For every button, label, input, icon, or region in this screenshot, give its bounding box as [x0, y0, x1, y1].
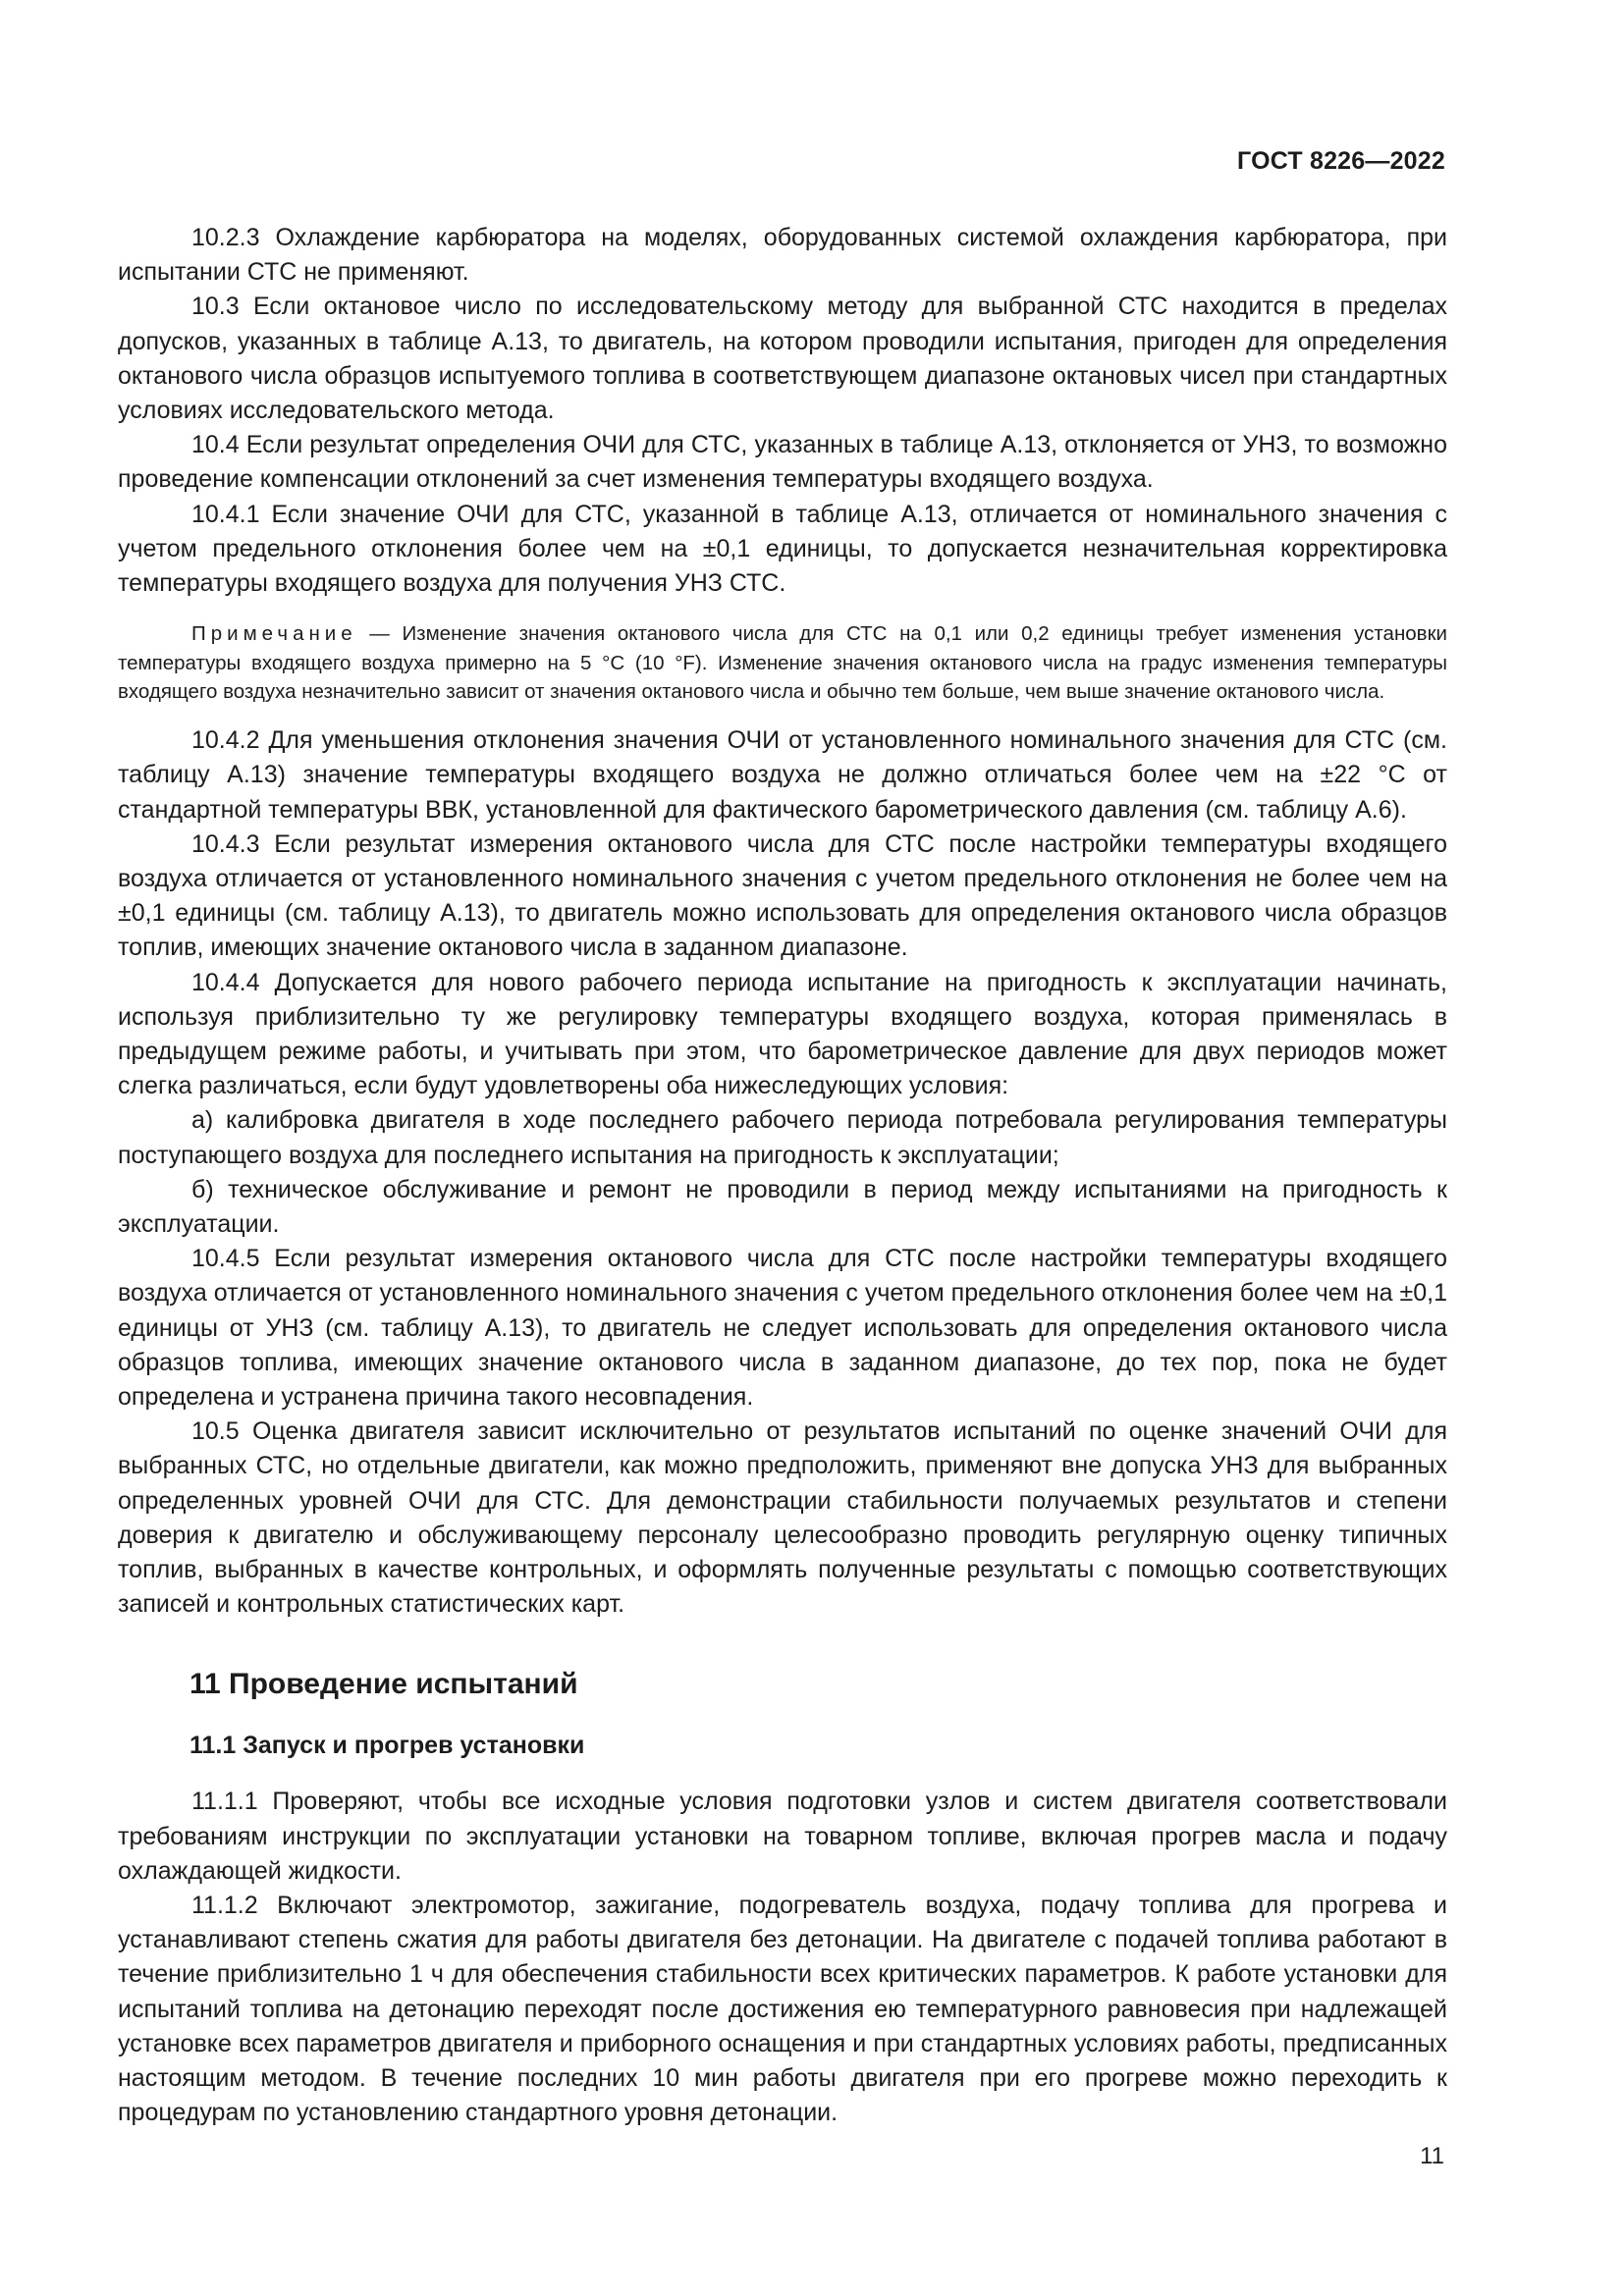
subsection-11-1-heading: 11.1 Запуск и прогрев установки: [189, 1732, 585, 1760]
list-item-a: а) калибровка двигателя в ходе последнего рабочего периода потребовала регулирования температуры поступающего воздуха для последнего испытания на пригодность к эксплуатации;: [118, 1106, 1447, 1169]
paragraph-10-4-4: 10.4.4 Допускается для нового рабочего периода испытание на пригодность к эксплуатации начинать, используя приблизительно ту же регулировку температуры входящего воздуха, которая применялась в предыдущем режиме работы, и учитывать при этом, что барометрическое давление для двух периодов может слегка различаться, если будут удовлетворены оба нижеследующих условия:: [118, 968, 1447, 1100]
paragraph-10-5: 10.5 Оценка двигателя зависит исключительно от результатов испытаний по оценке значений ОЧИ для выбранных СТС, но отдельные двигатели, как можно предположить, применяют вне допуска УНЗ для выбранных определенных уровней ОЧИ для СТС. Для демонстрации стабильности получаемых результатов и степени доверия к двигателю и обслуживающему персоналу целесообразно проводить регулярную оценку типичных топлив, выбранных в качестве контрольных, и оформлять полученные результаты с помощью соответствующих записей и контрольных статистических карт.: [118, 1417, 1447, 1619]
page-content: [118, 221, 1447, 2130]
paragraph-10-4: 10.4 Если результат определения ОЧИ для СТС, указанных в таблице А.13, отклоняется от УНЗ, то возможно проведение компенсации отклонений за счет изменения температуры входящего воздуха.: [118, 431, 1447, 494]
note-label: Примечание: [191, 622, 357, 646]
list-item-b: б) техническое обслуживание и ремонт не проводили в период между испытаниями на пригодность к эксплуатации.: [118, 1175, 1447, 1238]
paragraph-10-4-3: 10.4.3 Если результат измерения октанового числа для СТС после настройки температуры входящего воздуха отличается от установленного номинального значения с учетом предельного отклонения не более чем на ±0,1 единицы (см. таблицу А.13), то двигатель можно использовать для определения октанового числа образцов топлив, имеющих значение октанового числа в заданном диапазоне.: [118, 829, 1447, 962]
paragraph-10-3: 10.3 Если октановое число по исследовательскому методу для выбранной СТС находится в пределах допусков, указанных в таблице А.13, то двигатель, на котором проводили испытания, пригоден для определения октанового числа образцов испытуемого топлива в соответствующем диапазоне октановых чисел при стандартных условиях исследовательского метода.: [118, 293, 1447, 425]
note-text: — Изменение значения октанового числа для СТС на 0,1 или 0,2 единицы требует изменения установки температуры входящего воздуха примерно на 5 °С (10 °F). Изменение значения октанового числа на градус изменения температуры входящего воздуха незначительно зависит от значения октанового числа и обычно тем больше, чем выше значение октанового числа.: [118, 622, 1447, 703]
paragraph-10-4-1: 10.4.1 Если значение ОЧИ для СТС, указанной в таблице А.13, отличается от номинального значения с учетом предельного отклонения более чем на ±0,1 единицы, то допускается незначительная корректировка температуры входящего воздуха для получения УНЗ СТС.: [118, 500, 1447, 598]
paragraph-11-1-1: 11.1.1 Проверяют, чтобы все исходные условия подготовки узлов и систем двигателя соответствовали требованиям инструкции по эксплуатации установки на товарном топливе, включая прогрев масла и подачу охлаждающей жидкости.: [118, 1788, 1447, 1885]
note-block: [118, 619, 1447, 706]
paragraph-10-2-3: 10.2.3 Охлаждение карбюратора на моделях, оборудованных системой охлаждения карбюратора, при испытании СТС не применяют.: [118, 224, 1447, 287]
page-number: 11: [1420, 2143, 1444, 2169]
paragraph-10-4-2: 10.4.2 Для уменьшения отклонения значения ОЧИ от установленного номинального значения для СТС (см. таблицу А.13) значение температуры входящего воздуха не должно отличаться более чем на ±22 °С от стандартной температуры ВВК, установленной для фактического барометрического давления (см. таблицу А.6).: [118, 726, 1447, 824]
section-11-heading: 11 Проведение испытаний: [189, 1668, 578, 1701]
paragraph-11-1-2: 11.1.2 Включают электромотор, зажигание, подогреватель воздуха, подачу топлива для прогрева и устанавливают степень сжатия для работы двигателя без детонации. На двигателе с подачей топлива работают в течение приблизительно 1 ч для обеспечения стабильности всех критических параметров. К работе установки для испытаний топлива на детонацию переходят после достижения ею температурного равновесия при надлежащей установке всех параметров двигателя и приборного оснащения и при стандартных условиях работы, предписанных настоящим методом. В течение последних 10 мин работы двигателя при его прогреве можно переходить к процедурам по установлению стандартного уровня детонации.: [118, 1892, 1447, 2127]
document-id-header: ГОСТ 8226—2022: [1237, 147, 1445, 175]
paragraph-10-4-5: 10.4.5 Если результат измерения октанового числа для СТС после настройки температуры входящего воздуха отличается от установленного номинального значения с учетом предельного отклонения более чем на ±0,1 единицы от УНЗ (см. таблицу А.13), то двигатель не следует использовать для определения октанового числа образцов топлива, имеющих значение октанового числа в заданном диапазоне, до тех пор, пока не будет определена и устранена причина такого несовпадения.: [118, 1245, 1447, 1411]
